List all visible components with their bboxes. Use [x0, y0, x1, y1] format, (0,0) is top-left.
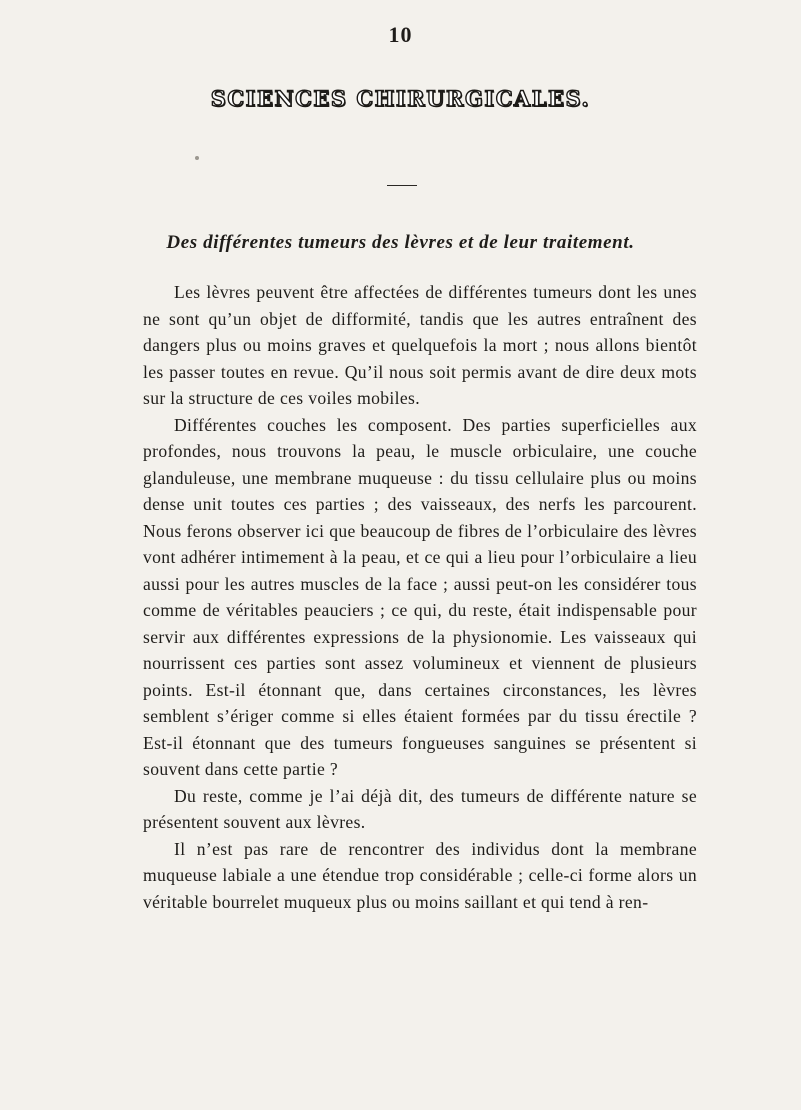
article-body — [143, 279, 697, 915]
separator-rule — [387, 185, 417, 186]
paragraph-3: Du reste, comme je l’ai déjà dit, des tumeurs de différente nature se présentent souvent aux lèvres. — [143, 785, 697, 832]
article-title: Des différentes tumeurs des lèvres et de leur traitement. — [166, 232, 635, 253]
ink-speck — [195, 156, 199, 160]
paragraph-4: Il n’est pas rare de rencontrer des individus dont la membrane muqueuse labiale a une étendue trop considérable ; celle-ci forme alors un véritable bourrelet muqueux plus ou moins saillant et qui tend à ren- — [143, 838, 697, 912]
page-number: 10 — [388, 22, 413, 47]
section-heading: SCIENCES CHIRURGICALES. — [210, 86, 591, 111]
paragraph-1: Les lèvres peuvent être affectées de différentes tumeurs dont les unes ne sont qu’un objet de difformité, tandis que les autres entraînent des dangers plus ou moins graves et quelquefois la mort ; nous allons bientôt les passer toutes en revue. Qu’il nous soit permis avant de dire deux mots sur la structure de ces voiles mobiles. — [143, 282, 697, 408]
paragraph-2: Différentes couches les composent. Des parties superficielles aux profondes, nous trouvons la peau, le muscle orbiculaire, une couche glanduleuse, une membrane muqueuse : du tissu cellulaire plus ou moins dense unit toutes ces parties ; des vaisseaux, des nerfs les parcourent. Nous ferons observer ici que beaucoup de fibres de l’orbiculaire des lèvres vont adhérer intimement à la peau, et ce qui a lieu pour l’orbiculaire a lieu aussi pour les autres muscles de la face ; aussi peut-on les considérer tous comme de véritables peauciers ; ce qui, du reste, était indispensable pour servir aux différentes expressions de la physionomie. Les vaisseaux qui nourrissent ces parties sont assez volumineux et viennent de plusieurs points. Est-il étonnant que, dans certaines circonstances, les lèvres semblent s’ériger comme si elles étaient formées par du tissu érectile ? Est-il étonnant que des tumeurs fongueuses sanguines se présentent si souvent dans cette partie ? — [143, 414, 697, 779]
